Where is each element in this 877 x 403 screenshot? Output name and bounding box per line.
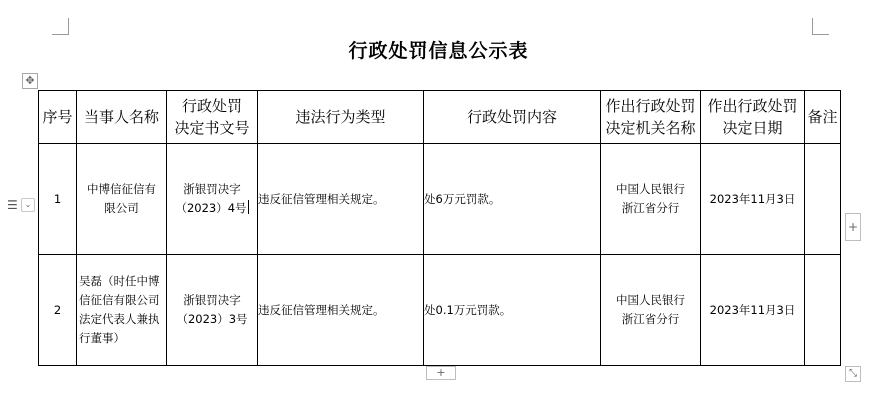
cell-penalty[interactable]: 处6万元罚款。 (424, 144, 601, 255)
doc-no-value: 浙银罚决字（2023）4号 (175, 182, 247, 215)
document-title: 行政处罚信息公示表 (348, 40, 529, 62)
cell-note[interactable] (805, 255, 841, 366)
cell-violation[interactable]: 违反征信管理相关规定。 (258, 255, 424, 366)
add-row-button[interactable]: + (426, 366, 456, 380)
cell-penalty[interactable]: 处0.1万元罚款。 (424, 255, 601, 366)
header-row (39, 91, 841, 144)
text-cursor (248, 200, 249, 214)
table-resize-icon[interactable]: ⤡ (845, 366, 861, 382)
cell-note[interactable] (805, 144, 841, 255)
cell-party-text: 中博信征信有限公司 (87, 182, 156, 215)
cell-party[interactable] (77, 255, 167, 366)
header-doc-no-text: 行政处罚 决定书文号 (174, 97, 250, 137)
table-move-handle-icon[interactable]: ✥ (22, 73, 38, 89)
penalty-table (38, 90, 841, 366)
header-violation: 违法行为类型 (258, 91, 424, 144)
cell-authority-text: 中国人民银行浙江省分行 (616, 182, 685, 215)
cell-date[interactable]: 2023年11月3日 (701, 144, 805, 255)
header-doc-no (167, 91, 258, 144)
chevron-down-icon[interactable]: ⌄ (21, 198, 35, 212)
cell-authority[interactable] (601, 255, 701, 366)
cell-doc-no-text (167, 180, 257, 218)
header-authority-text: 作出行政处罚 决定机关名称 (605, 97, 696, 137)
cell-doc-no[interactable] (167, 144, 258, 255)
cell-party[interactable] (77, 144, 167, 255)
header-note: 备注 (805, 91, 841, 144)
cell-authority-text: 中国人民银行浙江省分行 (616, 293, 685, 326)
page-corner-mark-top-left (52, 18, 69, 35)
header-date-text: 作出行政处罚 决定日期 (707, 97, 798, 137)
cell-party-text: 吴磊（时任中博信征信有限公司法定代表人兼执行董事） (79, 274, 160, 345)
cell-no[interactable]: 1 (39, 144, 77, 255)
header-authority (601, 91, 701, 144)
header-date (701, 91, 805, 144)
cell-authority[interactable] (601, 144, 701, 255)
cell-doc-no-text: 浙银罚决字（2023）3号 (176, 293, 248, 326)
header-penalty: 行政处罚内容 (424, 91, 601, 144)
cell-violation[interactable]: 违反征信管理相关规定。 (258, 144, 424, 255)
header-no: 序号 (39, 91, 77, 144)
cell-doc-no[interactable] (167, 255, 258, 366)
page-corner-mark-top-right (812, 18, 829, 35)
table-row (39, 144, 841, 255)
row-menu-icon[interactable]: ☰ (7, 198, 18, 212)
add-column-button[interactable]: + (845, 213, 861, 241)
cell-no[interactable]: 2 (39, 255, 77, 366)
cell-date[interactable]: 2023年11月3日 (701, 255, 805, 366)
table-row (39, 255, 841, 366)
header-party: 当事人名称 (77, 91, 167, 144)
